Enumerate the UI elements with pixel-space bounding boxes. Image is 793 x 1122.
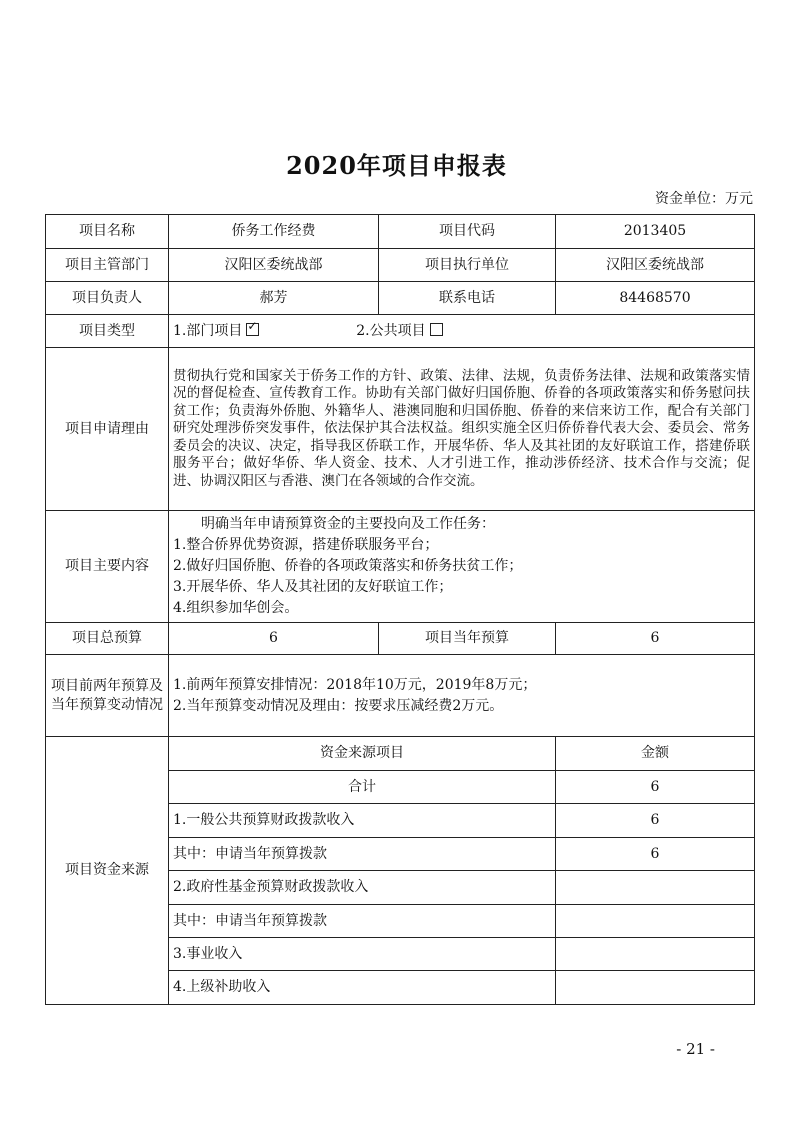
source-amount — [556, 971, 755, 1005]
project-type-label: 项目类型 — [46, 315, 169, 348]
type-option-public: 2.公共项目 — [356, 322, 426, 339]
project-type-options — [169, 315, 755, 348]
main-content-item: 1.整合侨界优势资源，搭建侨联服务平台； — [173, 537, 439, 553]
row-leader — [46, 282, 755, 315]
leader-value: 郝芳 — [169, 282, 379, 315]
source-amount: 6 — [556, 771, 755, 804]
source-item: 合计 — [169, 771, 556, 804]
page-title: 2020年项目申报表 — [286, 151, 507, 180]
source-amount — [556, 905, 755, 938]
page-number: - 21 - — [676, 1040, 715, 1058]
project-name-label: 项目名称 — [46, 215, 169, 249]
main-content-list — [169, 511, 755, 623]
row-project-name — [46, 215, 755, 249]
budget-change-label: 项目前两年预算及当年预算变动情况 — [46, 655, 169, 737]
row-budget-change — [46, 655, 755, 737]
budget-change-list — [169, 655, 755, 737]
row-project-type — [46, 315, 755, 348]
source-item: 3.事业收入 — [169, 938, 556, 971]
source-header-amount: 金额 — [556, 737, 755, 771]
source-item: 1.一般公共预算财政拨款收入 — [169, 804, 556, 838]
main-content-label: 项目主要内容 — [46, 511, 169, 623]
main-content-item: 3.开展华侨、华人及其社团的友好联谊工作； — [173, 579, 453, 595]
total-budget-label: 项目总预算 — [46, 623, 169, 655]
executing-unit-label: 项目执行单位 — [379, 249, 556, 282]
budget-change-item: 1.前两年预算安排情况：2018年10万元，2019年8万元； — [173, 676, 537, 693]
funding-source-label: 项目资金来源 — [46, 737, 169, 1005]
row-source-header — [46, 737, 755, 771]
executing-unit-value: 汉阳区委统战部 — [556, 249, 755, 282]
application-reason-label: 项目申请理由 — [46, 348, 169, 511]
type-option-department: 1.部门项目 — [173, 322, 243, 339]
main-content-item: 4.组织参加华创会。 — [173, 600, 299, 616]
unchecked-checkbox-icon[interactable] — [430, 323, 443, 336]
source-item: 2.政府性基金预算财政拨款收入 — [169, 871, 556, 905]
project-form-table — [45, 214, 755, 1005]
project-code-label: 项目代码 — [379, 215, 556, 249]
phone-value: 84468570 — [556, 282, 755, 315]
source-item: 其中：申请当年预算拨款 — [169, 838, 556, 871]
source-amount — [556, 938, 755, 971]
row-department — [46, 249, 755, 282]
phone-label: 联系电话 — [379, 282, 556, 315]
main-content-intro: 明确当年申请预算资金的主要投向及工作任务： — [201, 516, 495, 532]
source-amount — [556, 871, 755, 905]
project-name-value: 侨务工作经费 — [169, 215, 379, 249]
project-code-value: 2013405 — [556, 215, 755, 249]
total-budget-value: 6 — [169, 623, 379, 655]
source-header-item: 资金来源项目 — [169, 737, 556, 771]
current-budget-label: 项目当年预算 — [379, 623, 556, 655]
row-main-content — [46, 511, 755, 623]
row-budget — [46, 623, 755, 655]
source-item: 4.上级补助收入 — [169, 971, 556, 1005]
budget-change-item: 2.当年预算变动情况及理由：按要求压减经费2万元。 — [173, 697, 504, 714]
department-label: 项目主管部门 — [46, 249, 169, 282]
source-amount: 6 — [556, 838, 755, 871]
leader-label: 项目负责人 — [46, 282, 169, 315]
department-value: 汉阳区委统战部 — [169, 249, 379, 282]
row-application-reason — [46, 348, 755, 511]
current-budget-value: 6 — [556, 623, 755, 655]
checked-checkbox-icon[interactable] — [246, 323, 259, 336]
source-amount: 6 — [556, 804, 755, 838]
currency-unit: 资金单位：万元 — [655, 191, 753, 207]
application-reason-text: 贯彻执行党和国家关于侨务工作的方针、政策、法律、法规，负责侨务法律、法规和政策落实情况的督促检查、宣传教育工作。协助有关部门做好归国侨胞、侨眷的各项政策落实和侨务慰问扶贫工作；负责海外侨胞、外籍华人、港澳同胞和归国侨胞、侨眷的来信来访工作，配合有关部门研究处理涉侨突发事件，依法保护其合法权益。组织实施全区归侨侨眷代表大会、委员会、常务委员会的决议、决定，指导我区侨联工作，开展华侨、华人及其社团的友好联谊工作，搭建侨联服务平台；做好华侨、华人资金、技术、人才引进工作，推动涉侨经济、技术合作与交流；促进、协调汉阳区与香港、澳门在各领域的合作交流。 — [169, 348, 755, 511]
main-content-item: 2.做好归国侨胞、侨眷的各项政策落实和侨务扶贫工作； — [173, 558, 523, 574]
source-item: 其中：申请当年预算拨款 — [169, 905, 556, 938]
